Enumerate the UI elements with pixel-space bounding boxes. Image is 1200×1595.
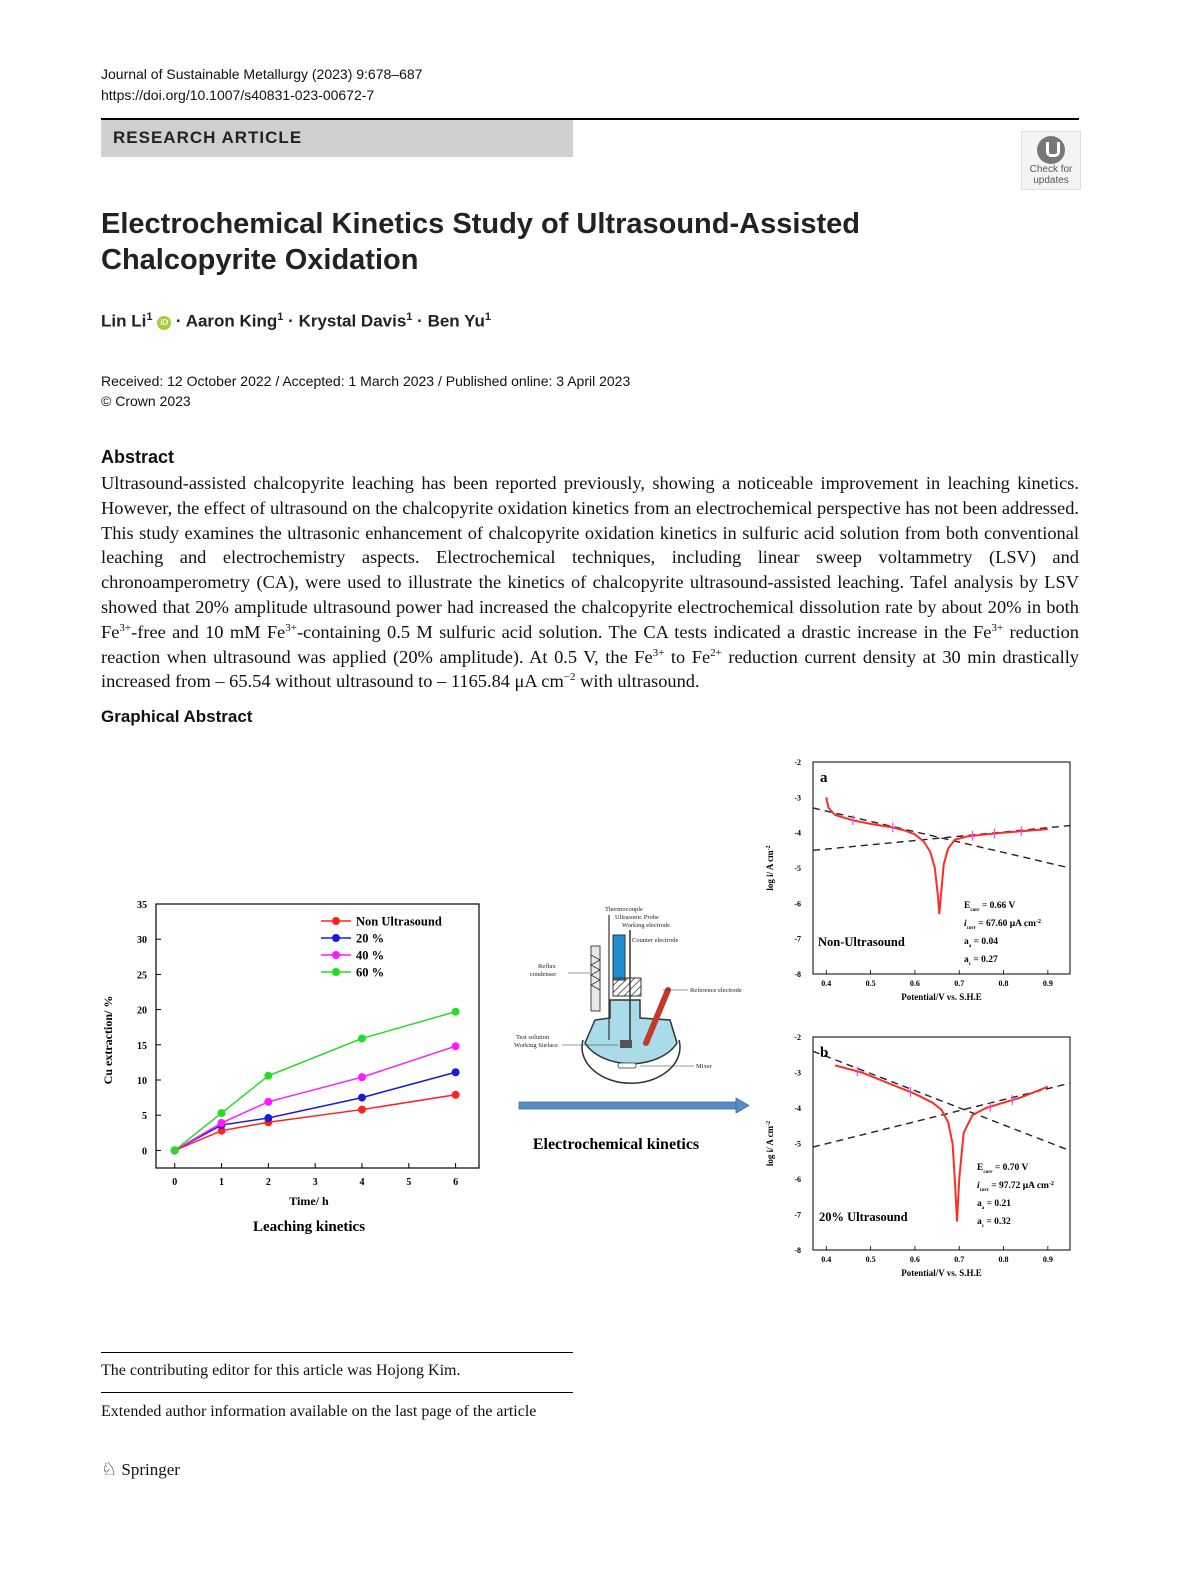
x-tick-label: 0.9 (1042, 979, 1053, 988)
y-tick-label: -5 (794, 864, 801, 873)
y-tick-label: 25 (137, 970, 147, 982)
ecorr-label: $E_{corr} = 0.66$ V (964, 901, 1016, 913)
data-point (452, 1068, 460, 1076)
journal-citation (101, 64, 422, 106)
journal-line: Journal of Sustainable Metallurgy (2023) 9:678–687 (101, 66, 423, 82)
condition-label: 20% Ultrasound (819, 1210, 908, 1224)
y-axis-label-sup: -2 (766, 1120, 772, 1126)
label-reference: Reference electrode (690, 987, 742, 994)
y-tick-label: -2 (794, 1033, 801, 1042)
legend-marker (332, 968, 340, 976)
leaching-legend (321, 915, 442, 980)
y-tick-label: 10 (137, 1076, 147, 1087)
condition-label: Non-Ultrasound (818, 935, 905, 949)
x-tick-label: 0 (172, 1177, 178, 1188)
x-tick-label: 3 (312, 1177, 318, 1188)
x-tick-label: 6 (453, 1177, 459, 1188)
tafel-panel-a (765, 758, 1070, 1002)
data-point (452, 1008, 460, 1016)
affiliation-number: 1 (146, 311, 153, 323)
x-tick-label: 2 (265, 1177, 271, 1188)
tafel-fit-line (813, 808, 1070, 868)
graphical-abstract-figure (0, 740, 1200, 1300)
y-tick-label: -6 (794, 1175, 801, 1184)
y-tick-label: -7 (794, 934, 801, 944)
tafel-fit-line (813, 826, 1070, 851)
leaching-x-label: Time/ h (289, 1194, 329, 1208)
footnote-rule (101, 1392, 573, 1393)
x-tick-label: 0.4 (821, 1255, 832, 1264)
y-tick-label: -3 (794, 1068, 801, 1078)
y-tick-label: 5 (142, 1111, 147, 1123)
x-tick-label: 0.8 (998, 979, 1009, 988)
editor-note: The contributing editor for this article was Hojong Kim. (101, 1362, 461, 1379)
data-point (171, 1146, 179, 1154)
cell-lid (613, 978, 641, 996)
x-tick-label: 0.7 (954, 1255, 965, 1264)
data-point (218, 1119, 226, 1127)
x-tick-label: 0.8 (998, 1255, 1009, 1264)
leaching-y-label: Cu extraction/ % (101, 995, 115, 1085)
x-tick-label: 0.5 (865, 1255, 876, 1264)
author-separator: · (175, 311, 182, 331)
data-point (264, 1072, 272, 1080)
y-tick-label: -2 (794, 758, 801, 767)
copyright-line: © Crown 2023 (101, 393, 191, 409)
x-tick-label: 4 (359, 1177, 365, 1188)
legend-label: Non Ultrasound (356, 914, 442, 929)
y-tick-label: -3 (794, 793, 801, 803)
x-tick-label: 0.7 (954, 979, 965, 988)
ecorr-label: $E_{corr} = 0.70$ V (977, 1163, 1029, 1175)
publication-dates (101, 371, 630, 411)
author-name[interactable]: Ben Yu (427, 311, 485, 331)
publisher-name: Springer (121, 1460, 180, 1479)
y-tick-label: -5 (794, 1139, 801, 1149)
y-tick-label: -8 (794, 970, 801, 979)
y-axis-label: log i/ A $cm^{-2}$ (765, 1120, 775, 1167)
label-working-surface: Working Surface (514, 1042, 559, 1049)
y-tick-label: -8 (794, 1246, 801, 1255)
arrow-label: Electrochemical kinetics (532, 1136, 700, 1153)
tafel-panel-b (765, 1033, 1070, 1278)
y-tick-label: 35 (137, 900, 147, 911)
affiliation-number: 1 (406, 311, 413, 323)
x-tick-label: 1 (219, 1177, 225, 1188)
extended-info-note: Extended author information available on the last page of the article (101, 1403, 537, 1420)
series-line (175, 1095, 456, 1151)
article-type-label: RESEARCH ARTICLE (113, 128, 303, 147)
data-point (264, 1114, 272, 1122)
icorr-label: $i_{corr} = 67.60$ μA $cm^{-2}$ (964, 919, 1041, 931)
electrochemical-cell-diagram (514, 906, 742, 1083)
leaching-kinetics-chart (101, 900, 479, 1235)
label-counter: Counter electrode (632, 937, 679, 944)
label-condenser: condenser (530, 971, 557, 978)
dates-line: Received: 12 October 2022 / Accepted: 1 March 2023 / Published online: 3 April 2023 (101, 373, 631, 389)
x-axis-label: Potential/V vs. S.H.E (901, 1268, 982, 1278)
data-point (452, 1091, 460, 1099)
y-tick-label: -4 (794, 828, 801, 838)
anodic-slope-label: $a_a = 0.21$ (977, 1199, 1012, 1211)
check-for-updates-button[interactable] (1021, 131, 1081, 190)
abstract-text: Ultrasound-assisted chalcopyrite leaching has been reported previously, showing a noticeable improvement in leaching kinetics. However, the effect of ultrasound on the chalcopyrite oxidation kinetics from an electrochemical perspective has not been addressed. This study examines the ultrasonic enhancement of chalcopyrite oxidation kinetics in sulfuric acid solution from both conventional leaching and electrochemistry aspects. Electrochemical techniques, including linear sweep voltammetry (LSV) and chronoamperometry (CA), were used to illustrate the kinetics of chalcopyrite ultrasound-assisted leaching. Tafel analysis by LSV showed that 20% amplitude ultrasound power had increased the chalcopyrite electrochemical dissolution rate by about 20% in both $Fe^{3+}$-free and 10 mM $Fe^{3+}$-containing 0.5 M sulfuric acid solution. The CA tests indicated a drastic increase in the $Fe^{3+}$ reduction reaction when ultrasound was applied (20% amplitude). At 0.5 V, the $Fe^{3+}$ to $Fe^{2+}$ reduction current density at 30 min drastically increased from – 65.54 without ultrasound to – 1165.84 μA $cm^{-2}$ with ultrasound. (101, 473, 1080, 692)
leaching-title: Leaching kinetics (252, 1219, 366, 1235)
data-point (452, 1042, 460, 1050)
y-tick-label: 0 (142, 1146, 147, 1158)
y-tick-label: 20 (137, 1005, 147, 1017)
author-separator: · (288, 311, 294, 331)
doi-link[interactable]: https://doi.org/10.1007/s40831-023-00672-7 (101, 87, 375, 103)
legend-label: 20 % (356, 931, 385, 946)
panel-letter: b (820, 1045, 829, 1061)
x-axis-label: Potential/V vs. S.H.E (901, 992, 982, 1002)
y-tick-label: -4 (794, 1104, 801, 1113)
leaching-plot-frame (156, 904, 479, 1168)
legend-marker (332, 917, 340, 925)
series-line (175, 1012, 456, 1151)
x-tick-label: 0.5 (865, 979, 876, 988)
affiliation-number: 1 (277, 311, 284, 323)
panel-letter: a (820, 770, 828, 786)
label-working: Working electrode (622, 922, 671, 929)
legend-marker (332, 951, 340, 959)
affiliation-number: 1 (484, 311, 492, 323)
series-line (175, 1072, 456, 1150)
data-point (358, 1073, 366, 1081)
orcid-icon[interactable]: iD (157, 316, 171, 330)
cathodic-slope-label: $a_c = 0.27$ (964, 955, 998, 967)
working-surface (620, 1040, 632, 1048)
label-mixer: Mixer (696, 1063, 712, 1070)
graphical-abstract-heading: Graphical Abstract (101, 707, 253, 726)
series-line (175, 1046, 456, 1150)
icorr-label: $i_{corr} = 97.72$ μA $cm^{-2}$ (977, 1181, 1054, 1193)
check-updates-line1: Check for (1029, 164, 1073, 175)
legend-label: 60 % (356, 965, 385, 980)
x-tick-label: 0.6 (909, 979, 920, 988)
label-probe: Ultrasonic Probe (615, 914, 659, 921)
tafel-fit-line (813, 1051, 1070, 1150)
y-tick-label: 30 (137, 935, 147, 947)
y-tick-label: -6 (794, 899, 801, 909)
cathodic-slope-label: $a_c = 0.32$ (977, 1217, 1011, 1229)
data-point (358, 1034, 366, 1042)
author-name[interactable]: Krystal Davis (298, 311, 407, 331)
leaching-series (171, 1008, 460, 1155)
y-axis-label-sup: -2 (766, 845, 772, 851)
x-tick-label: 0.9 (1042, 1255, 1053, 1264)
y-axis-label: log i/ A $cm^{-2}$ (765, 845, 775, 891)
springer-horse-icon: ♘ (101, 1459, 118, 1479)
author-separator: · (417, 311, 423, 331)
data-point (218, 1109, 226, 1117)
anodic-slope-label: $a_a = 0.04$ (964, 937, 999, 949)
polarization-curve (835, 1065, 1048, 1221)
check-updates-line2: updates (1033, 175, 1069, 186)
legend-label: 40 % (356, 948, 385, 963)
mixer-bar (618, 1063, 636, 1068)
x-tick-label: 0.6 (909, 1255, 920, 1264)
bookmark-icon (1037, 136, 1065, 164)
x-tick-label: 0.4 (821, 979, 832, 988)
data-point (264, 1098, 272, 1106)
ultrasonic-probe (613, 935, 625, 980)
author-name[interactable]: Aaron King (185, 311, 278, 331)
x-tick-label: 5 (406, 1177, 412, 1188)
author-list (101, 311, 491, 332)
publisher-logo (101, 1459, 180, 1480)
legend-marker (332, 934, 340, 942)
y-tick-label: 15 (137, 1040, 147, 1052)
footnote-rule (101, 1352, 573, 1353)
author-name[interactable]: Lin Li (101, 311, 147, 331)
y-tick-label: -7 (794, 1210, 801, 1220)
data-point (358, 1094, 366, 1102)
process-arrow (519, 1098, 749, 1113)
abstract-heading: Abstract (101, 447, 175, 467)
article-title: Electrochemical Kinetics Study of Ultrasound-Assisted Chalcopyrite Oxidation (101, 208, 861, 276)
data-point (358, 1106, 366, 1114)
label-thermocouple: Thermocouple (605, 906, 643, 913)
label-test-solution: Test solution (516, 1034, 550, 1041)
label-reflux: Reflux (538, 963, 556, 970)
